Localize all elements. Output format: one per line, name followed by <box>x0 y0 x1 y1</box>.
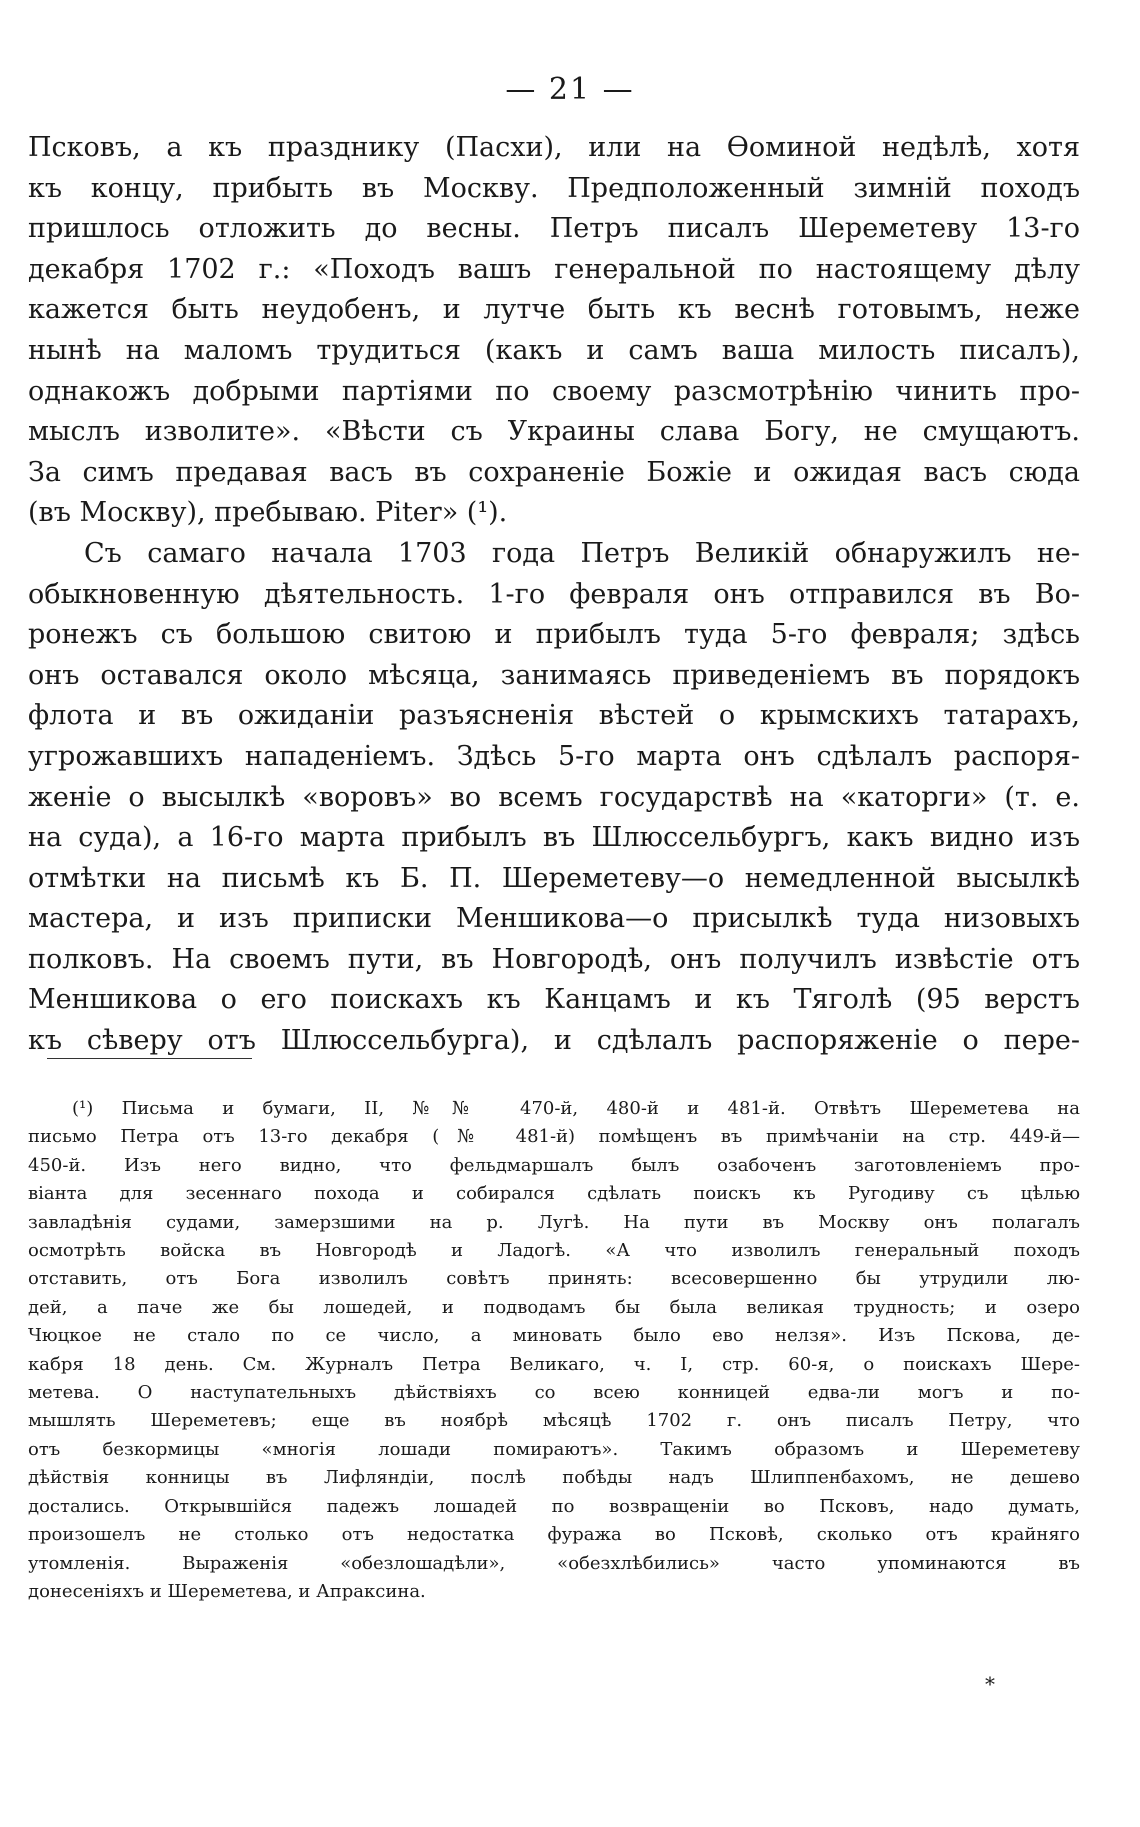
text-line: однакожъ добрыми партіями по своему разсмотрѣнію чинить про- <box>28 375 1080 407</box>
text-line: нынѣ на маломъ трудиться (какъ и самъ ваша милость писалъ), <box>28 334 1080 366</box>
text-line: За симъ предавая васъ въ сохраненіе Божіе и ожидая васъ сюда <box>28 456 1080 488</box>
text-line: обыкновенную дѣятельность. 1-го февраля онъ отправился въ Во- <box>28 578 1080 610</box>
text-line: мыслъ изволите». «Вѣсти съ Украины слава Богу, не смущаютъ. <box>28 416 1080 448</box>
footnote-line: метева. О наступательныхъ дѣйствіяхъ со всею конницей едва-ли могъ и по- <box>28 1382 1080 1404</box>
text-line: флота и въ ожиданіи разъясненія вѣстей о крымскихъ татарахъ, <box>28 700 1080 732</box>
text-line: на суда), а 16-го марта прибылъ въ Шлюссельбургъ, какъ видно изъ <box>28 822 1080 854</box>
text-line: угрожавшихъ нападеніемъ. Здѣсь 5-го марта онъ сдѣлалъ распоря- <box>28 740 1080 772</box>
footnote-line: 450-й. Изъ него видно, что фельдмаршалъ былъ озабоченъ заготовленіемъ про- <box>28 1154 1080 1176</box>
footnote-line: завладѣнія судами, замерзшими на р. Лугѣ. На пути въ Москву онъ полагалъ <box>28 1211 1080 1233</box>
main-text <box>28 128 1080 1062</box>
text-line: декабря 1702 г.: «Походъ вашъ генеральной по настоящему дѣлу <box>28 253 1080 285</box>
text-line: пришлось отложить до весны. Петръ писалъ Шереметеву 13-го <box>28 213 1080 245</box>
text-line: женіе о высылкѣ «воровъ» во всемъ государствѣ на «каторги» (т. е. <box>28 781 1080 813</box>
footnote-line: Чюцкое не стало по се число, а миновать было ево нелзя». Изъ Пскова, де- <box>28 1325 1080 1347</box>
text-line: къ сѣверу отъ Шлюссельбурга), и сдѣлалъ распоряженіе о пере- <box>28 1025 1080 1057</box>
text-line: Меншикова о его поискахъ къ Канцамъ и къ Тяголѣ (95 верстъ <box>28 984 1080 1016</box>
footnote-line: віанта для зесеннаго похода и собирался сдѣлать поискъ къ Ругодиву съ цѣлью <box>28 1183 1080 1205</box>
text-line: кажется быть неудобенъ, и лутче быть къ веснѣ готовымъ, неже <box>28 294 1080 326</box>
text-line: отмѣтки на письмѣ къ Б. П. Шереметеву—о немедленной высылкѣ <box>28 862 1080 894</box>
footnote-line: мышлять Шереметевъ; еще въ ноябрѣ мѣсяцѣ 1702 г. онъ писалъ Петру, что <box>28 1410 1080 1432</box>
footnote-line: письмо Петра отъ 13-го декабря (№ 481-й) помѣщенъ въ примѣчаніи на стр. 449-й— <box>28 1126 1080 1148</box>
footnote-line: дей, а паче же бы лошедей, и подводамъ бы была великая трудность; и озеро <box>28 1296 1080 1318</box>
footnote-line: донесеніяхъ и Шереметева, и Апраксина. <box>28 1580 426 1602</box>
text-line: (въ Москву), пребываю. Piter» (¹). <box>28 497 508 529</box>
page-number: — 21 — <box>505 72 635 107</box>
text-line: Псковъ, а къ празднику (Пасхи), или на Ѳоминой недѣлѣ, хотя <box>28 132 1080 163</box>
text-line: къ концу, прибыть въ Москву. Предположенный зимній походъ <box>28 172 1080 204</box>
footnotes <box>28 1095 1080 1606</box>
footnote-line: отъ безкормицы «многія лошади помираютъ». Такимъ образомъ и Шереметеву <box>28 1438 1080 1460</box>
footnote-line: кабря 18 день. См. Журналъ Петра Великаго, ч. I, стр. 60-я, о поискахъ Шере- <box>28 1353 1080 1375</box>
footnote-line: утомленія. Выраженія «обезлошадѣли», «обезхлѣбились» часто упоминаются въ <box>28 1552 1080 1574</box>
footnote-line: произошелъ не столько отъ недостатка фуража во Псковѣ, сколько отъ крайняго <box>28 1524 1080 1546</box>
text-line: онъ оставался около мѣсяца, занимаясь приведеніемъ въ порядокъ <box>28 659 1080 691</box>
asterisk-mark: * <box>985 1672 995 1696</box>
footnote-line: отставить, отъ Бога изволилъ совѣтъ принять: всесовершенно бы утрудили лю- <box>28 1268 1080 1290</box>
footnote-line: осмотрѣть войска въ Новгородѣ и Ладогѣ. «А что изволилъ генеральный походъ <box>28 1240 1080 1262</box>
footnote-line: достались. Открывшійся падежъ лошадей по возвращеніи во Псковъ, надо думать, <box>28 1495 1080 1517</box>
paragraph-start-line: Съ самаго начала 1703 года Петръ Великій обнаружилъ не- <box>84 537 1080 569</box>
text-line: мастера, и изъ приписки Меншикова—о присылкѣ туда низовыхъ <box>28 903 1080 935</box>
text-line: ронежъ съ большою свитою и прибылъ туда 5-го февраля; здѣсь <box>28 619 1080 651</box>
footnote-line: дѣйствія конницы въ Лифляндіи, послѣ побѣды надъ Шлиппенбахомъ, не дешево <box>28 1467 1080 1489</box>
footnote-first-line: (¹) Письма и бумаги, II, №№ 470-й, 480-й и 481-й. Отвѣтъ Шереметева на <box>72 1098 1080 1119</box>
footnote-divider <box>47 1058 252 1059</box>
text-line: полковъ. На своемъ пути, въ Новгородѣ, онъ получилъ извѣстіе отъ <box>28 943 1080 975</box>
